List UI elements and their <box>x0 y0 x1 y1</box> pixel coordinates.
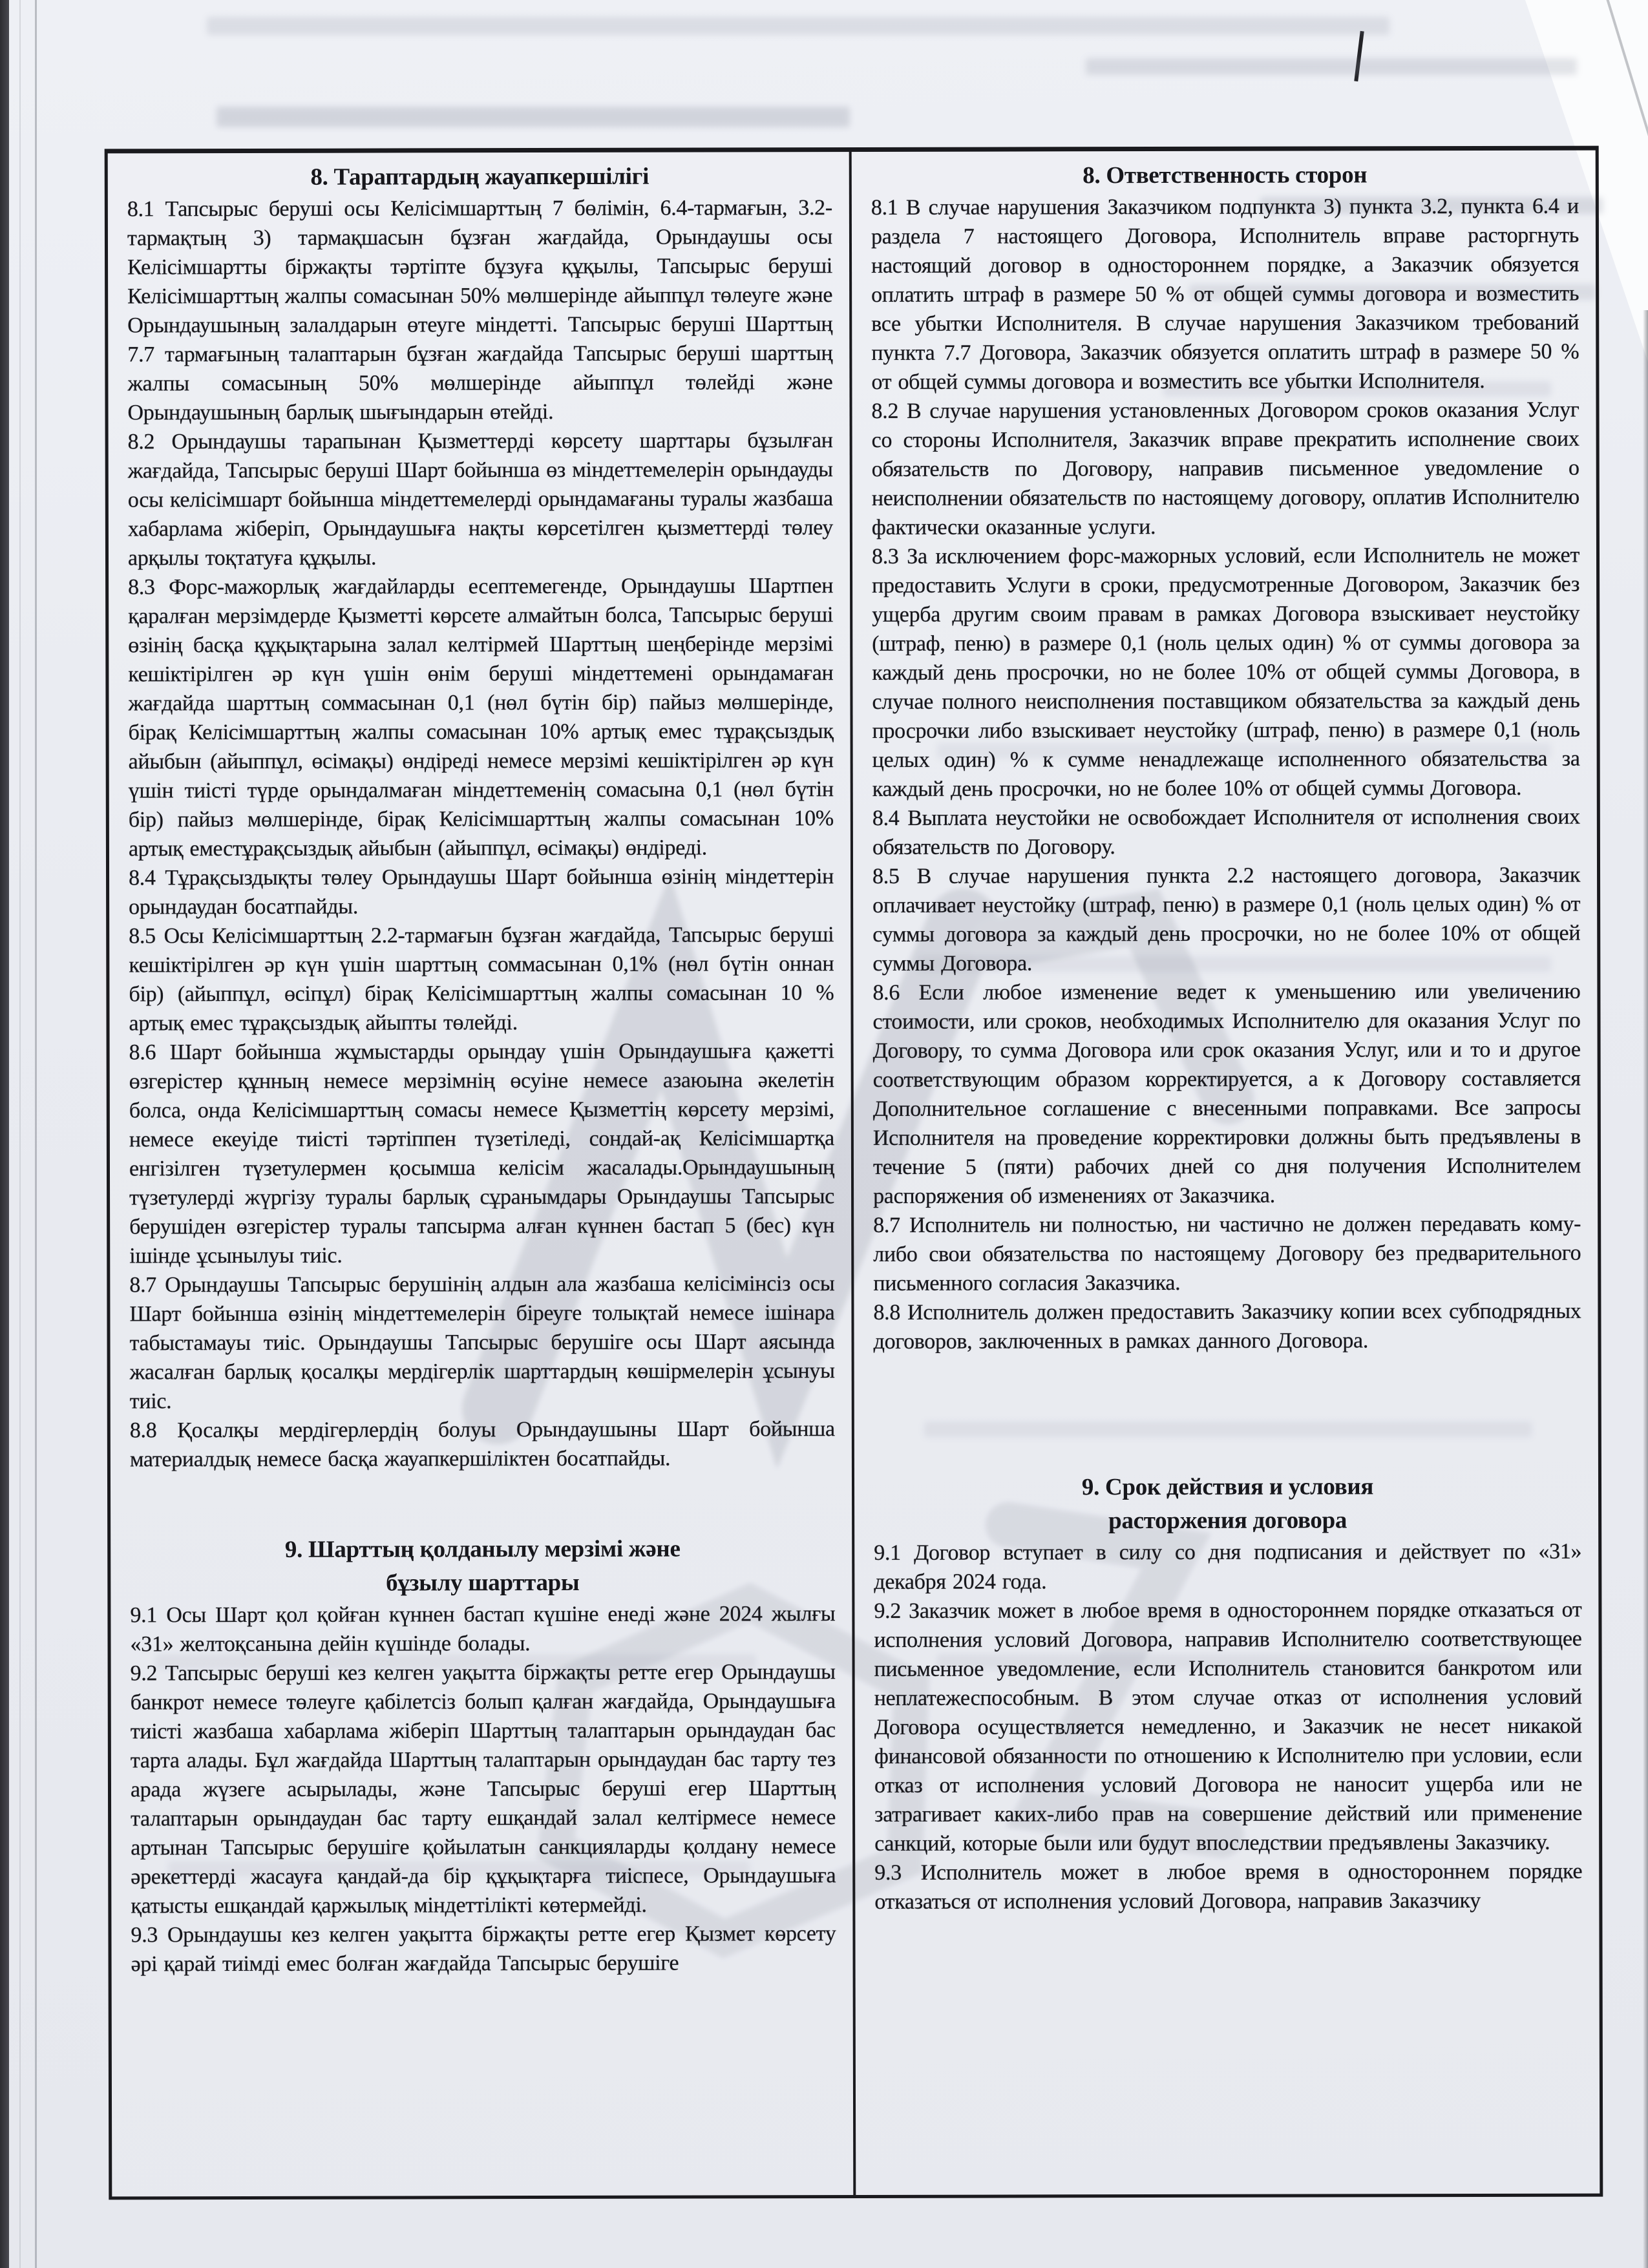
section-8-header-kk: 8. Тараптардың жауапкершілігі <box>310 163 650 191</box>
spacer <box>874 1355 1581 1471</box>
clause-9-2-kk: 9.2 Тапсырыс беруші кез келген уақытта біржақты ретте егер Орындаушы банкрот немесе төлеуге қабілетсіз болып қалған жағдайда, Орындаушыға тиісті жазбаша хабарлама жіберіп Шарттың талаптарын орындаудан бас тарта алады. Бұл жағдайда Шарттың талаптарын орындаудан бас тарту тез арада жүзеге асырылады, және Тапсырыс беруші егер Шарттың талаптарын орындаудан бас тарту ешқандай залал келтірмесе немесе артынан Тапсырыс берушіге қойылатын санкцияларды қолдану немесе әрекеттерді жасауға қандай-да бір құқықтарға тиіспесе, Орындаушыға қатысты ешқандай қаржылық міндеттілікті көтермейді. <box>130 1660 836 1918</box>
scanner-edge-strip <box>0 0 9 2268</box>
kazakh-column <box>108 152 856 2196</box>
section-9-header-kk-line2: бұзылу шарттары <box>386 1569 580 1597</box>
clause-8-4-kk: 8.4 Тұрақсыздықты төлеу Орындаушы Шарт бойынша өзінің міндеттерін орындаудан босатпайды. <box>129 865 834 919</box>
section-9-header-kk-line1: 9. Шарттың қолданылу мерзімі және <box>284 1535 681 1563</box>
contract-table <box>105 146 1603 2200</box>
paper-edge-line <box>35 0 37 2268</box>
clause-8-6-ru: 8.6 Если любое изменение ведет к уменьшению или увеличению стоимости, или сроков, необходимых Исполнителю для оказания Услуг по Договору, то сумма Договора или срок оказания Услуг, или и то и другое соответствующим образом корректируется, а к Договору составляется Дополнительное соглашение с внесенными поправками. Все запросы Исполнителя на проведение корректировки должны быть предъявлены в течение 5 (пяти) рабочих дней со дня получения Исполнителем распоряжения об изменениях от Заказчика. <box>872 979 1581 1208</box>
clause-8-2-ru: 8.2 В случае нарушения установленных Договором сроков оказания Услуг со стороны Исполнителя, Заказчик вправе прекратить исполнение своих обязательств по Договору, направив письменное уведомление о неисполнении обязательств по настоящему договору, оплатив Исполнителю фактически оказанные услуги. <box>871 397 1579 540</box>
clause-8-4-ru: 8.4 Выплата неустойки не освобождает Исполнителя от исполнения своих обязательств по Договору. <box>872 804 1580 859</box>
bleedthrough-line <box>1086 58 1577 75</box>
bleedthrough-line <box>217 107 850 127</box>
clause-8-1-kk: 8.1 Тапсырыс беруші осы Келісімшарттың 7 бөлімін, 6.4-тармағын, 3.2-тармақтың 3) тармақшасын бұзған жағдайда, Орындаушы осы Келісімшартты біржақты тәртіпте бұзуға құқылы, Тапсырыс беруші Келісімшарттың жалпы сомасынан 50% мөлшерінде айыппұл төлеуге және Орындаушының залалдарын өтеуге міндетті. Тапсырыс беруші Шарттың 7.7 тармағының талаптарын бұзған жағдайда Тапсырыс беруші шарттың жалпы сомасының 50% мөлшерінде айыппұл төлейді және Орындаушының барлық шығындарын өтейді. <box>127 196 833 425</box>
clause-9-2-ru: 9.2 Заказчик может в любое время в одностороннем порядке отказаться от исполнения условий Договора, направив Исполнителю соответствующее письменное уведомление, если Исполнитель становится банкротом или неплатежеспособным. В этом случае отказ от исполнения условий Договора осуществляется немедленно, и Заказчик не несет никакой финансовой обязанности по отношению к Исполнителю при условии, если отказ от исполнения условий Договора не наносит ущерба или не затрагивает каких-либо прав на совершение действий или применение санкций, которые были или будут впоследствии предъявлены Заказчику. <box>874 1597 1583 1856</box>
clause-8-7-kk: 8.7 Орындаушы Тапсырыс берушінің алдын ала жазбаша келісімінсіз осы Шарт бойынша өзінің міндеттемелерін біреуге толықтай немесе ішінара табыстамауы тиіс. Орындаушы Тапсырыс берушіге осы Шарт аясында жасалған барлық қосалқы мердігерлік шарттардың көшірмелерін ұсынуы тиіс. <box>129 1272 835 1414</box>
russian-column <box>852 151 1600 2195</box>
clause-8-7-ru: 8.7 Исполнитель ни полностью, ни частично не должен передавать кому-либо свои обязательства по настоящему Договору без предварительного письменного согласия Заказчика. <box>873 1212 1581 1296</box>
right-page-edge-shadow <box>1643 310 1648 2268</box>
clause-8-2-kk: 8.2 Орындаушы тарапынан Қызметтерді көрсету шарттары бұзылған жағдайда, Тапсырыс беруші Шарт бойынша өз міндеттемелерін орындауды осы келісімшарт бойынша міндеттемелерді орындамағаны туралы жазбаша хабарлама жіберіп, Орындаушыға нақты көрсетілген қызметтерді төлеу арқылы тоқтатуға құқылы. <box>127 428 833 571</box>
clause-8-5-kk: 8.5 Осы Келісімшарттың 2.2-тармағын бұзған жағдайда, Тапсырыс беруші кешіктірілген әр күн үшін шарттың соммасынан 0,1% (нөл бүтін оннан бір) (айыппұл, өсіпұл) бірақ Келісімшарттың жалпы сомасынан 10 % артық емес тұрақсыздық айыпты төлейді. <box>129 923 834 1036</box>
section-8-header-ru: 8. Ответственность сторон <box>1083 162 1368 189</box>
clause-8-1-ru: 8.1 В случае нарушения Заказчиком подпункта 3) пункта 3.2, пункта 6.4 и раздела 7 настоящего Договора, Исполнитель вправе расторгнуть настоящий договор в одностороннем порядке, а Заказчик обязуется оплатить штраф в размере 50 % от общей суммы договора и возместить все убытки Исполнителя. В случае нарушения Заказчиком требований пункта 7.7 Договора, Заказчик обязуется оплатить штраф в размере 50 % от общей суммы договора и возместить все убытки Исполнителя. <box>871 194 1579 394</box>
bleedthrough-line <box>207 17 1389 35</box>
clause-8-6-kk: 8.6 Шарт бойынша жұмыстарды орындау үшін Орындаушыға қажетті өзгерістер құнның немесе мерзімнің өсуіне немесе азаюына әкелетін болса, онда Келісімшарттың сомасы немесе Қызметтің көрсету мерзімі, немесе екеуіде тиісті тәртіппен түзетіледі, сондай-ақ Келісімшартқа енгізілген түзетулермен қосымша келісім жасалады.Орындаушының түзетулерді жүргізу туралы барлық сұранымдары Орындаушы Тапсырыс берушіден өзгерістер туралы тапсырма алған күннен бастап 5 (бес) күн ішінде ұсынылуы тиіс. <box>129 1039 835 1268</box>
clause-9-1-kk: 9.1 Осы Шарт қол қойған күннен бастап күшіне енеді және 2024 жылғы «31» желтоқсанына дейін күшінде болады. <box>130 1602 836 1657</box>
clause-8-8-kk: 8.8 Қосалқы мердігерлердің болуы Орындаушыны Шарт бойынша материалдық немесе басқа жауапкершіліктен босатпайды. <box>129 1417 835 1472</box>
paper-fold-line <box>19 0 21 2268</box>
clause-9-1-ru: 9.1 Договор вступает в силу со дня подписания и действует по «31» декабря 2024 года. <box>874 1539 1582 1594</box>
clause-9-3-ru: 9.3 Исполнитель может в любое время в одностороннем порядке отказаться от исполнения условий Договора, направив Заказчику <box>874 1859 1583 1914</box>
clause-8-5-ru: 8.5 В случае нарушения пункта 2.2 настоящего договора, Заказчик оплачивает неустойку (штраф, пеню) в размере 0,1 (ноль целых один) % от суммы договора за каждый день просрочки, но не более 10% от общей суммы Договора. <box>872 863 1581 976</box>
clause-9-3-kk: 9.3 Орындаушы кез келген уақытта біржақты ретте егер Қызмет көрсету әрі қарай тиімді емес болған жағдайда Тапсырыс берушіге <box>131 1922 836 1977</box>
section-9-header-ru-line2: расторжения договора <box>1108 1507 1347 1535</box>
clause-8-3-ru: 8.3 За исключением форс-мажорных условий, если Исполнитель не может предоставить Услуги в сроки, предусмотренные Договором, Заказчик без ущерба другим своим правам в рамках Договора взыскивает неустойку (штраф, пеню) в размере 0,1 (ноль целых один) % от суммы договора за каждый день просрочки, но не более 10% от общей суммы Договора, в случае полного неисполнения поставщиком обязательства за каждый день просрочки либо взыскивает неустойку (штраф, пеню) в размере 0,1 (ноль целых один) % к сумме ненадлежаще исполненного обязательства за каждый день просрочки, но не более 10% от общей суммы Договора. <box>871 543 1580 801</box>
clause-8-8-ru: 8.8 Исполнитель должен предоставить Заказчику копии всех субподрядных договоров, заключенных в рамках данного Договора. <box>873 1299 1581 1354</box>
section-9-header-ru-line1: 9. Срок действия и условия <box>1081 1473 1374 1501</box>
clause-8-3-kk: 8.3 Форс-мажорлық жағдайларды есептемегенде, Орындаушы Шартпен қаралған мерзімдерде Қызметті көрсете алмайтын болса, Тапсырыс беруші өзінің басқа құқықтарына залал келтірмей Шарттың шеңберінде мерзімі кешіктірілген әр күн үшін өнім беруші міндеттемені орындамаған жағдайда шарттың соммасынан 0,1 (нөл бүтін бір) пайыз мөлшерінде, бірақ Келісімшарттың жалпы сомасынан 10% артық емес тұрақсыздық айыбын (айыппұл, өсімақы) өндіреді немесе мерзімі кешіктірілген әр күн үшін тиісті түрде орындалмаған міндеттеменің сомасына 0,1 (нөл бүтін бір) пайыз мөлшерінде, бірақ Келісімшарттың жалпы сомасынан 10% артық еместұрақсыздық айыбын (айыппұл, өсімақы) өндіреді. <box>128 574 834 861</box>
spacer <box>130 1473 835 1533</box>
